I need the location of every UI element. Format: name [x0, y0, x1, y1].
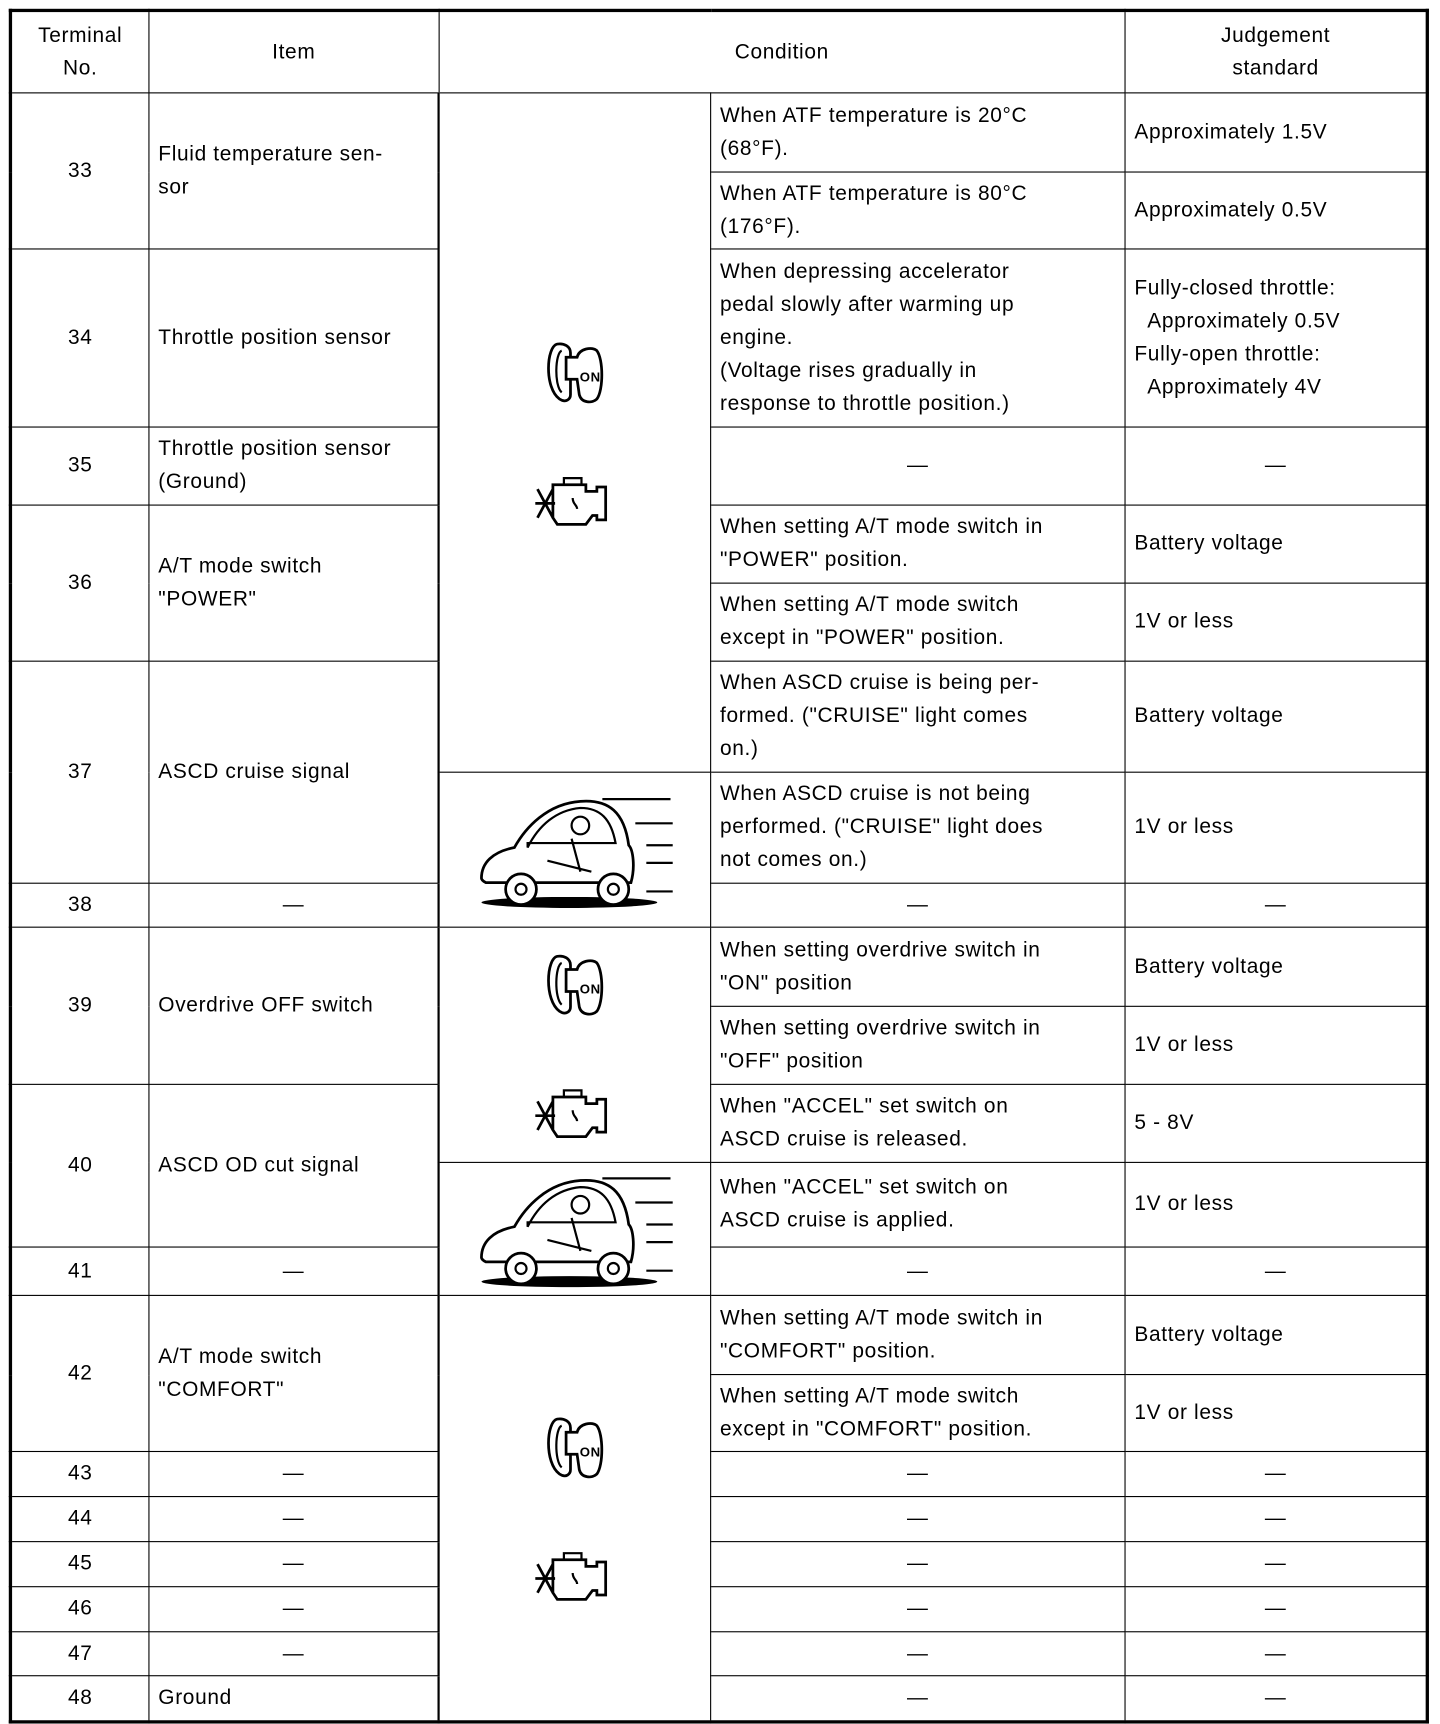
terminal-inspection-table: [9, 9, 1429, 1724]
terminal-number: 38: [10, 883, 148, 927]
terminal-number: 42: [10, 1295, 148, 1451]
item-name: —: [149, 1632, 439, 1676]
judgement-standard: Approximately 1.5V: [1125, 93, 1427, 172]
terminal-number: 40: [10, 1084, 148, 1247]
table-header-row: [10, 10, 1427, 92]
judgement-standard: 1V or less: [1125, 1006, 1427, 1084]
terminal-number: 33: [10, 93, 148, 249]
judgement-standard: Battery voltage: [1125, 661, 1427, 772]
header-condition: Condition: [439, 10, 1125, 92]
condition-text: —: [711, 1542, 1125, 1587]
judgement-standard: 1V or less: [1125, 772, 1427, 883]
terminal-number: 46: [10, 1587, 148, 1632]
svg-text:ON: ON: [579, 368, 601, 384]
table-row: [10, 427, 1427, 505]
condition-text: When setting A/T mode switch in "COMFORT" position.: [711, 1295, 1125, 1374]
ignition-key-on-icon: [542, 1412, 608, 1482]
terminal-number: 48: [10, 1676, 148, 1722]
item-name: Throttle position sensor (Ground): [149, 427, 439, 505]
item-name: Overdrive OFF switch: [149, 927, 439, 1084]
item-name: —: [149, 1497, 439, 1542]
terminal-number: 36: [10, 505, 148, 661]
table-row: [10, 883, 1427, 927]
icon-group: [440, 1412, 710, 1603]
judgement-standard: —: [1125, 1632, 1427, 1676]
judgement-standard: —: [1125, 1587, 1427, 1632]
icon-group: [440, 1163, 710, 1295]
icon-group: [440, 784, 710, 916]
terminal-number: 45: [10, 1542, 148, 1587]
condition-text: —: [711, 1451, 1125, 1496]
condition-icons: [439, 772, 711, 927]
judgement-standard: 1V or less: [1125, 583, 1427, 661]
item-name: A/T mode switch "COMFORT": [149, 1295, 439, 1451]
condition-text: —: [711, 1587, 1125, 1632]
table-row: [10, 1295, 1427, 1374]
condition-text: When setting A/T mode switch except in "COMFORT" position.: [711, 1375, 1125, 1452]
table-row: [10, 1451, 1427, 1496]
table-row: [10, 1247, 1427, 1295]
table-row: [10, 1084, 1427, 1162]
engine-running-icon: [531, 1549, 619, 1604]
terminal-number: 43: [10, 1451, 148, 1496]
item-name: ASCD cruise signal: [149, 661, 439, 883]
terminal-number: 34: [10, 249, 148, 427]
table-row: [10, 661, 1427, 772]
condition-text: —: [711, 883, 1125, 927]
terminal-number: 37: [10, 661, 148, 883]
condition-text: When ASCD cruise is being per- formed. ("CRUISE" light comes on.): [711, 661, 1125, 772]
table-row: [10, 249, 1427, 427]
terminal-number: 47: [10, 1632, 148, 1676]
ignition-key-on-icon: [542, 337, 608, 407]
condition-text: When "ACCEL" set switch on ASCD cruise is applied.: [711, 1162, 1125, 1247]
condition-icons: [439, 93, 711, 772]
header-terminal-no: Terminal No.: [10, 10, 148, 92]
judgement-standard: 5 - 8V: [1125, 1084, 1427, 1162]
judgement-standard: Approximately 0.5V: [1125, 172, 1427, 249]
engine-running-icon: [531, 473, 619, 528]
item-name: —: [149, 883, 439, 927]
judgement-standard: Battery voltage: [1125, 927, 1427, 1006]
item-name: —: [149, 1247, 439, 1295]
item-name: —: [149, 1451, 439, 1496]
table-row: [10, 1497, 1427, 1542]
car-driving-icon: [470, 1163, 679, 1295]
item-name: Ground: [149, 1676, 439, 1722]
condition-icons: [439, 1162, 711, 1295]
condition-text: —: [711, 427, 1125, 505]
condition-text: —: [711, 1632, 1125, 1676]
judgement-standard: 1V or less: [1125, 1162, 1427, 1247]
item-name: Fluid temperature sen- sor: [149, 93, 439, 249]
table-row: [10, 927, 1427, 1006]
judgement-standard: —: [1125, 1497, 1427, 1542]
judgement-standard: —: [1125, 1542, 1427, 1587]
item-name: A/T mode switch "POWER": [149, 505, 439, 661]
condition-text: When depressing accelerator pedal slowly after warming up engine. (Voltage rises gradually in response to throttle position.): [711, 249, 1125, 427]
svg-text:ON: ON: [579, 1444, 601, 1460]
ignition-key-on-icon: [542, 949, 608, 1019]
condition-icons: [439, 1295, 711, 1721]
table-row: [10, 505, 1427, 583]
terminal-number: 41: [10, 1247, 148, 1295]
engine-running-icon: [531, 1085, 619, 1140]
item-name: —: [149, 1542, 439, 1587]
condition-text: When setting A/T mode switch in "POWER" position.: [711, 505, 1125, 583]
item-name: —: [149, 1587, 439, 1632]
judgement-standard: 1V or less: [1125, 1375, 1427, 1452]
judgement-standard: —: [1125, 427, 1427, 505]
condition-icons: [439, 927, 711, 1162]
condition-text: When setting overdrive switch in "OFF" position: [711, 1006, 1125, 1084]
judgement-standard: —: [1125, 1451, 1427, 1496]
table-row: [10, 93, 1427, 172]
condition-text: —: [711, 1247, 1125, 1295]
condition-text: When ATF temperature is 80°C (176°F).: [711, 172, 1125, 249]
item-name: ASCD OD cut signal: [149, 1084, 439, 1247]
condition-text: —: [711, 1497, 1125, 1542]
condition-text: When ASCD cruise is not being performed. ("CRUISE" light does not comes on.): [711, 772, 1125, 883]
table-row: [10, 1632, 1427, 1676]
condition-text: When setting A/T mode switch except in "POWER" position.: [711, 583, 1125, 661]
judgement-standard: Battery voltage: [1125, 1295, 1427, 1374]
table-row: [10, 1676, 1427, 1722]
header-item: Item: [149, 10, 439, 92]
judgement-standard: Battery voltage: [1125, 505, 1427, 583]
car-driving-icon: [470, 784, 679, 916]
item-name: Throttle position sensor: [149, 249, 439, 427]
judgement-standard: —: [1125, 1247, 1427, 1295]
terminal-number: 35: [10, 427, 148, 505]
svg-text:ON: ON: [579, 981, 601, 997]
table-row: [10, 1587, 1427, 1632]
condition-text: —: [711, 1676, 1125, 1722]
judgement-standard: —: [1125, 883, 1427, 927]
judgement-standard: —: [1125, 1676, 1427, 1722]
header-judgement-standard: Judgement standard: [1125, 10, 1427, 92]
icon-group: [440, 949, 710, 1140]
judgement-standard: Fully-closed throttle: Approximately 0.5V Fully-open throttle: Approximately 4V: [1125, 249, 1427, 427]
terminal-number: 44: [10, 1497, 148, 1542]
condition-text: When setting overdrive switch in "ON" position: [711, 927, 1125, 1006]
condition-text: When ATF temperature is 20°C (68°F).: [711, 93, 1125, 172]
condition-text: When "ACCEL" set switch on ASCD cruise is released.: [711, 1084, 1125, 1162]
icon-group: [440, 337, 710, 528]
terminal-number: 39: [10, 927, 148, 1084]
table-row: [10, 1542, 1427, 1587]
